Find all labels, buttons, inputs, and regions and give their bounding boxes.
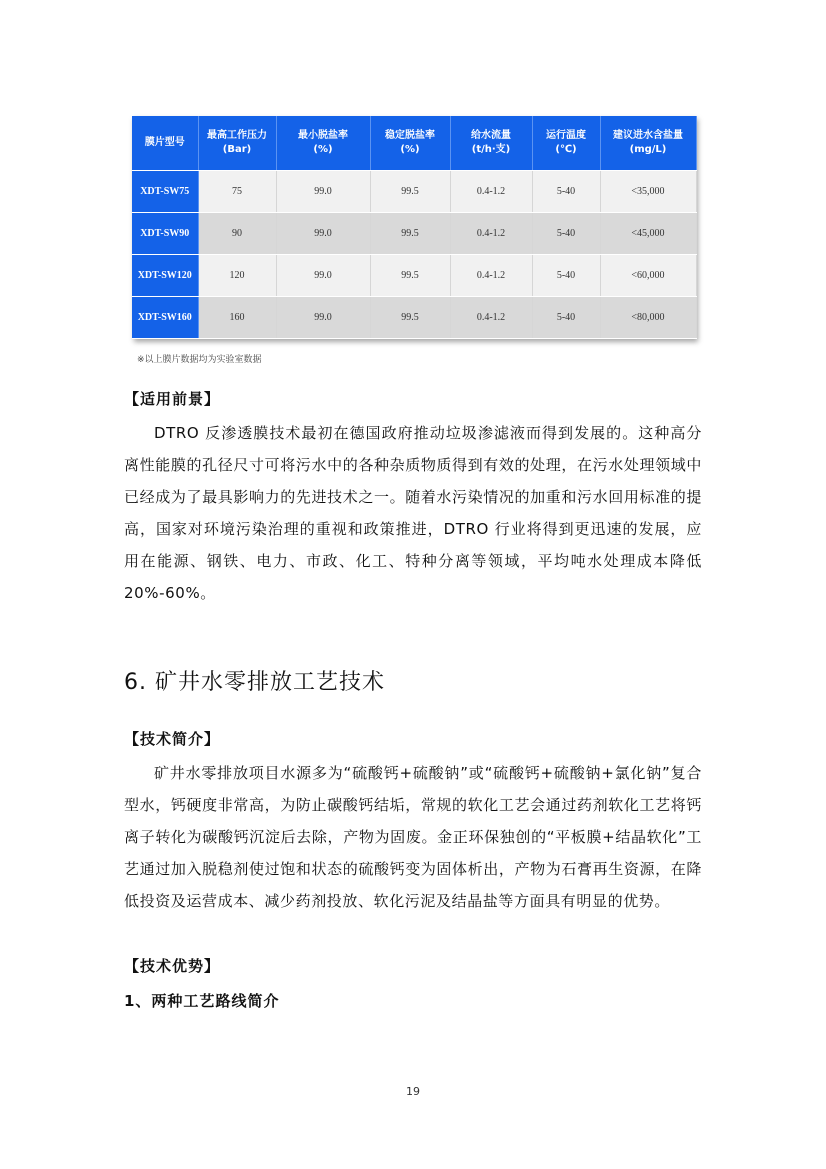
table-cell: 0.4-1.2: [450, 255, 532, 297]
table-cell: 99.5: [370, 171, 450, 213]
table-cell: 160: [198, 297, 276, 339]
table-header-row: [132, 116, 696, 171]
table-cell: 99.5: [370, 297, 450, 339]
table-cell: 99.0: [276, 213, 370, 255]
table-cell: 99.5: [370, 255, 450, 297]
table-cell: <45,000: [600, 213, 696, 255]
header-min-rejection: 最小脱盐率 (%): [276, 116, 370, 171]
header-temperature: 运行温度 (℃): [532, 116, 600, 171]
table-cell: 5-40: [532, 213, 600, 255]
table-cell: 5-40: [532, 171, 600, 213]
header-feed-flow: 给水流量 (t/h·支): [450, 116, 532, 171]
header-feed-salinity: 建议进水含盐量 (mg/L): [600, 116, 696, 171]
page-number: 19: [406, 1085, 420, 1098]
table-cell: 5-40: [532, 297, 600, 339]
intro-paragraph: 矿井水零排放项目水源多为“硫酸钙+硫酸钠”或“硫酸钙+硫酸钠+氯化钠”复合型水，钙硬度非常高，为防止碳酸钙结垢，常规的软化工艺会通过药剂软化工艺将钙离子转化为碳酸钙沉淀后去除，产物为固废。金正环保独创的“平板膜+结晶软化”工艺通过加入脱稳剂使过饱和状态的硫酸钙变为固体析出，产物为石膏再生资源，在降低投资及运营成本、减少药剂投放、软化污泥及结晶盐等方面具有明显的优势。: [124, 764, 702, 910]
table-note: ※以上膜片数据均为实验室数据: [137, 355, 262, 365]
table-row: [132, 255, 696, 297]
table-cell: 90: [198, 213, 276, 255]
membrane-spec-table-container: [132, 116, 696, 339]
table-cell: 75: [198, 171, 276, 213]
cell-model: XDT-SW120: [132, 255, 198, 297]
cell-model: XDT-SW160: [132, 297, 198, 339]
table-cell: 5-40: [532, 255, 600, 297]
table-row: [132, 171, 696, 213]
table-cell: 99.0: [276, 171, 370, 213]
cell-model: XDT-SW75: [132, 171, 198, 213]
table-cell: <35,000: [600, 171, 696, 213]
table-cell: 120: [198, 255, 276, 297]
cell-model: XDT-SW90: [132, 213, 198, 255]
table-cell: 0.4-1.2: [450, 213, 532, 255]
advantage-heading: 【技术优势】: [124, 957, 221, 975]
table-cell: 0.4-1.2: [450, 171, 532, 213]
table-cell: 0.4-1.2: [450, 297, 532, 339]
section-title: 6. 矿井水零排放工艺技术: [124, 670, 385, 695]
table-cell: <60,000: [600, 255, 696, 297]
table-row: [132, 297, 696, 339]
table-row: [132, 213, 696, 255]
header-max-pressure: 最高工作压力 (Bar): [198, 116, 276, 171]
membrane-spec-table: [132, 116, 697, 339]
scene-paragraph: DTRO 反渗透膜技术最初在德国政府推动垃圾渗滤液而得到发展的。这种高分离性能膜的孔径尺寸可将污水中的各种杂质物质得到有效的处理，在污水处理领域中已经成为了最具影响力的先进技术之一。随着水污染情况的加重和污水回用标准的提高，国家对环境污染治理的重视和政策推进，DTRO 行业将得到更迅速的发展，应用在能源、钢铁、电力、市政、化工、特种分离等领域，平均吨水处理成本降低 20%-60%。: [124, 424, 702, 602]
header-stable-rejection: 稳定脱盐率 (%): [370, 116, 450, 171]
intro-heading: 【技术简介】: [124, 730, 221, 748]
table-cell: <80,000: [600, 297, 696, 339]
table-cell: 99.5: [370, 213, 450, 255]
table-cell: 99.0: [276, 255, 370, 297]
scene-heading: 【适用前景】: [124, 390, 221, 408]
header-model: 膜片型号: [132, 116, 198, 171]
table-cell: 99.0: [276, 297, 370, 339]
sub-heading: 1、两种工艺路线简介: [124, 992, 280, 1010]
